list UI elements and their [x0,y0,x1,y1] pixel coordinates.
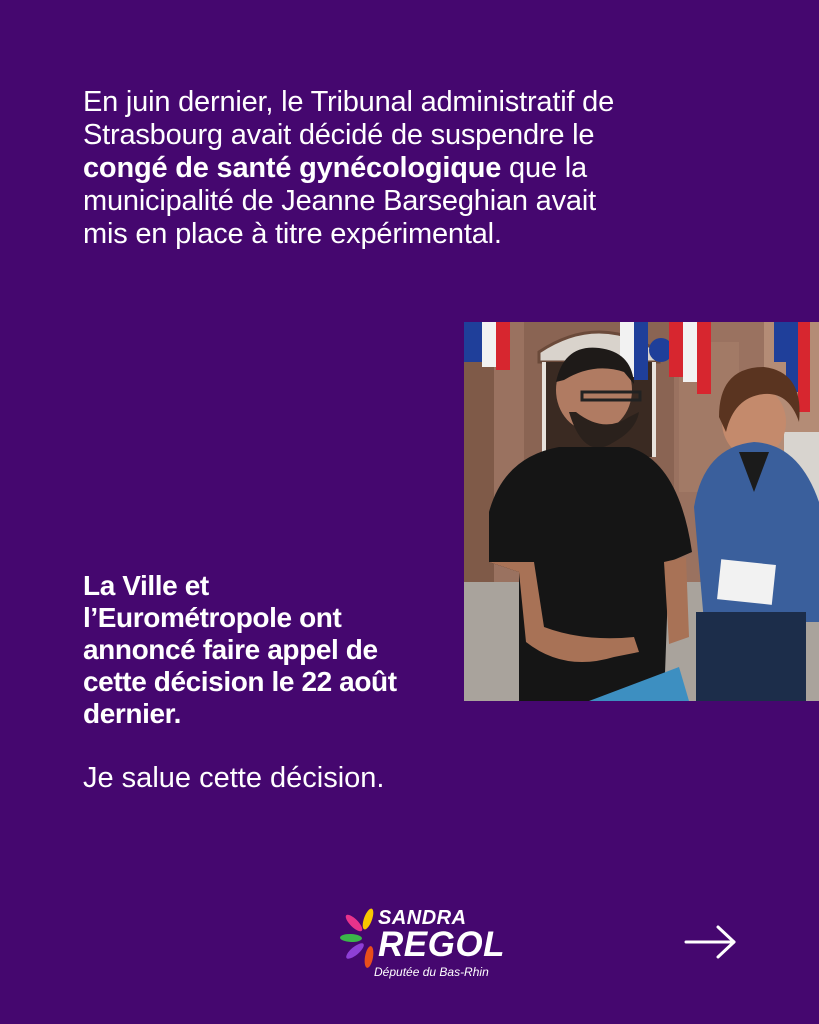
intro-text-end: que la municipalité de Jeanne Barseghian avait mis en place à titre expérimental. [83,152,596,251]
press-photo [464,322,819,701]
intro-text-start: En juin dernier, le Tribunal administratif de Strasbourg avait décidé de suspendre le [83,86,615,152]
sandra-regol-logo [338,905,505,985]
logo-subtitle: Députée du Bas-Rhin [374,965,489,979]
logo-last-name: REGOL [378,925,505,964]
logo-first-name: SANDRA [378,907,467,929]
appeal-announcement: La Ville et l’Eurométropole ont annoncé faire appel de cette décision le 22 août dernier. [83,570,397,729]
intro-bold-term: congé de santé gynécologique [83,152,502,185]
salute-statement: Je salue cette décision. [83,762,385,794]
press-photo-illustration [464,322,819,701]
intro-paragraph [83,86,623,251]
arrow-right-icon[interactable] [684,924,738,960]
